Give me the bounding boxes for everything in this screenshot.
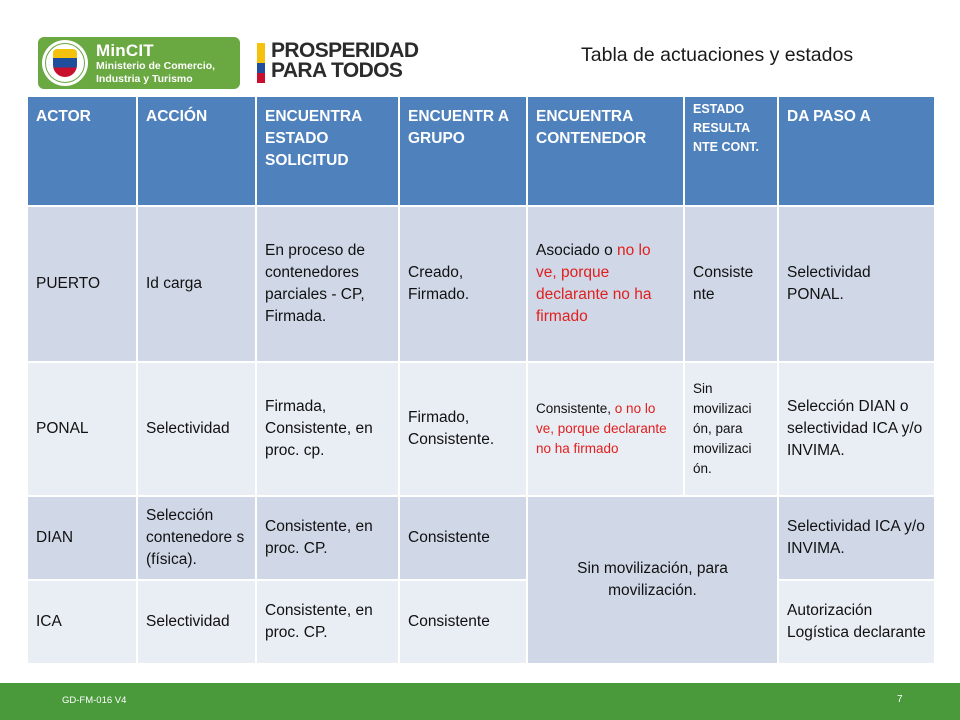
cell-da-paso: Autorización Logística declarante bbox=[778, 580, 935, 664]
cell-estado-resultante: Sin movilizaci ón, para movilizaci ón. bbox=[684, 362, 778, 496]
table-row bbox=[27, 580, 935, 664]
mincit-logo-line1: Ministerio de Comercio, bbox=[96, 59, 216, 72]
cell-grupo: Creado, Firmado. bbox=[399, 206, 527, 362]
cell-estado-solicitud: Consistente, en proc. CP. bbox=[256, 496, 399, 580]
header-estado-solicitud: ENCUENTRA ESTADO SOLICITUD bbox=[256, 96, 399, 206]
slide-title: Tabla de actuaciones y estados bbox=[581, 44, 854, 66]
mincit-logo bbox=[38, 37, 240, 89]
header-accion: ACCIÓN bbox=[137, 96, 256, 206]
header-contenedor: ENCUENTRA CONTENEDOR bbox=[527, 96, 684, 206]
cell-grupo: Firmado, Consistente. bbox=[399, 362, 527, 496]
actions-states-table bbox=[26, 95, 936, 665]
cell-accion: Id carga bbox=[137, 206, 256, 362]
cell-estado-resultante: Consiste nte bbox=[684, 206, 778, 362]
cell-contenedor bbox=[527, 362, 684, 496]
table-row bbox=[27, 496, 935, 580]
cell-accion: Selectividad bbox=[137, 362, 256, 496]
mincit-logo-title: MinCIT bbox=[96, 40, 154, 60]
header-estado-resultante: ESTADO RESULTA NTE CONT. bbox=[684, 96, 778, 206]
prosperidad-logo bbox=[257, 41, 427, 85]
cell-actor: DIAN bbox=[27, 496, 137, 580]
cell-accion: Selectividad bbox=[137, 580, 256, 664]
header-grupo: ENCUENTR A GRUPO bbox=[399, 96, 527, 206]
cell-grupo: Consistente bbox=[399, 580, 527, 664]
prosperidad-line1: PROSPERIDAD bbox=[271, 39, 419, 62]
cell-estado-solicitud: Firmada, Consistente, en proc. cp. bbox=[256, 362, 399, 496]
page-number: 7 bbox=[897, 694, 903, 705]
cell-actor: ICA bbox=[27, 580, 137, 664]
flag-bar-icon bbox=[257, 43, 265, 83]
table-row bbox=[27, 206, 935, 362]
cell-da-paso: Selectividad PONAL. bbox=[778, 206, 935, 362]
header-actor: ACTOR bbox=[27, 96, 137, 206]
colombia-seal-icon bbox=[42, 40, 88, 86]
cell-estado-solicitud: En proceso de contenedores parciales - CP, Firmada. bbox=[256, 206, 399, 362]
cell-da-paso: Selección DIAN o selectividad ICA y/o INVIMA. bbox=[778, 362, 935, 496]
cell-contenedor-part-b: no lo ve, porque declarante no ha firmado bbox=[536, 242, 652, 325]
cell-actor: PONAL bbox=[27, 362, 137, 496]
cell-actor: PUERTO bbox=[27, 206, 137, 362]
cell-da-paso: Selectividad ICA y/o INVIMA. bbox=[778, 496, 935, 580]
footer-bar bbox=[0, 683, 960, 720]
cell-contenedor-part-b: o no lo ve, porque declarante no ha firmado bbox=[536, 401, 667, 456]
prosperidad-line2: PARA TODOS bbox=[271, 59, 403, 82]
mincit-logo-line2: Industria y Turismo bbox=[96, 72, 193, 85]
cell-contenedor-part-a: Asociado o bbox=[536, 242, 617, 259]
cell-accion: Selección contenedore s (física). bbox=[137, 496, 256, 580]
header-da-paso: DA PASO A bbox=[778, 96, 935, 206]
footer-code: GD-FM-016 V4 bbox=[62, 695, 127, 706]
table-row bbox=[27, 362, 935, 496]
cell-merged-contenedor: Sin movilización, para movilización. bbox=[527, 496, 778, 664]
cell-grupo: Consistente bbox=[399, 496, 527, 580]
table-header-row bbox=[27, 96, 935, 206]
cell-contenedor bbox=[527, 206, 684, 362]
cell-contenedor-part-a: Consistente, bbox=[536, 401, 615, 416]
cell-estado-solicitud: Consistente, en proc. CP. bbox=[256, 580, 399, 664]
